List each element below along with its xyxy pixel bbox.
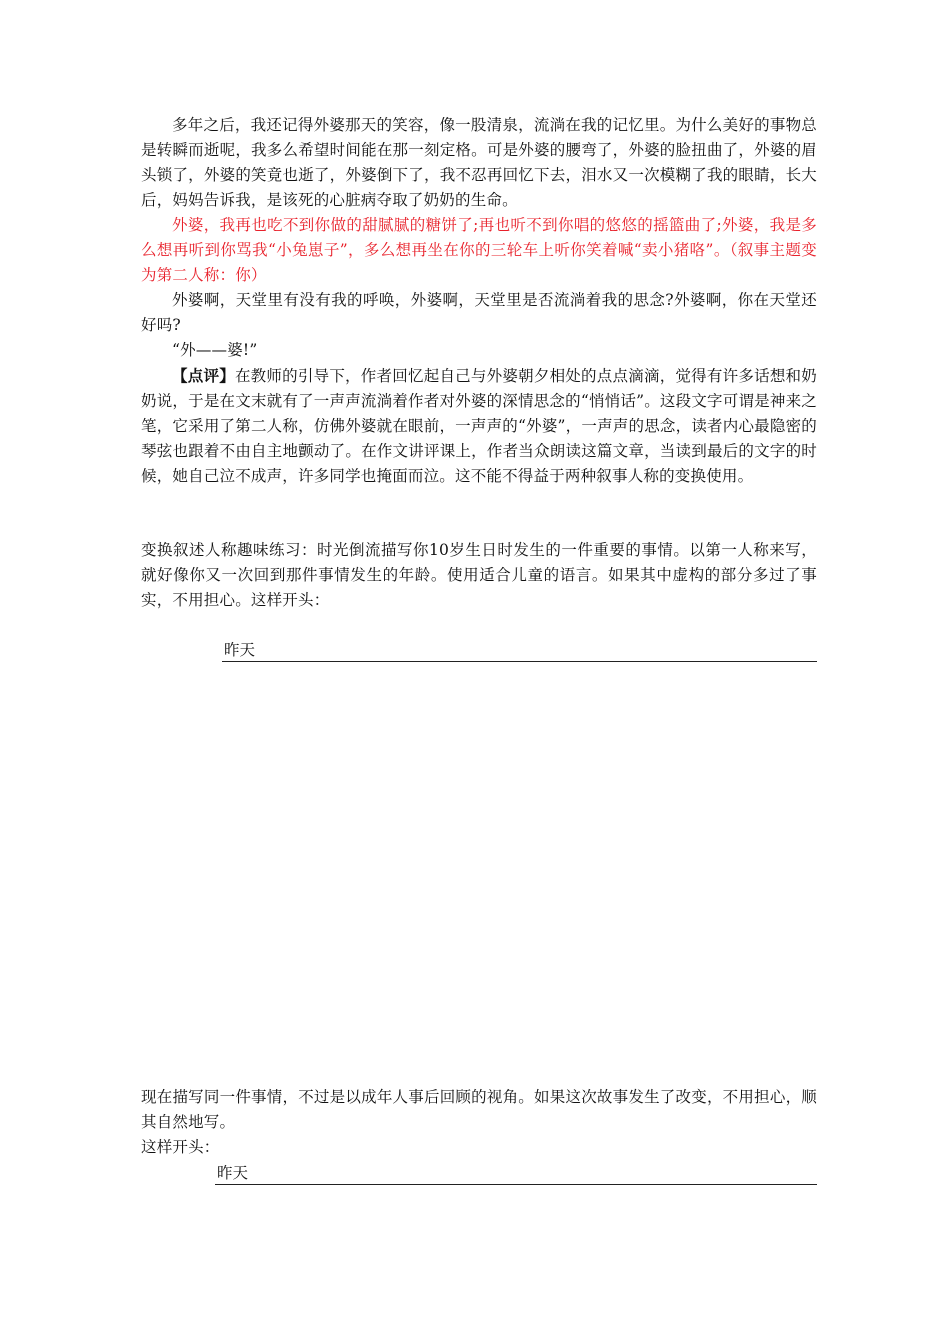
exercise-second-instruction: 现在描写同一件事情，不过是以成年人事后回顾的视角。如果这次故事发生了改变，不用担心，顺其自然地写。 bbox=[141, 1088, 817, 1131]
writing-line-start-text-2: 昨天 bbox=[217, 1164, 249, 1182]
comment-paragraph bbox=[141, 363, 817, 489]
exercise-intro: 变换叙述人称趣味练习：时光倒流描写你10岁生日时发生的一件重要的事情。以第一人称来写，就好像你又一次回到那件事情发生的年龄。使用适合儿童的语言。如果其中虚构的部分多过了事实，不用担心。这样开头： bbox=[141, 541, 817, 609]
essay-paragraph-3: 外婆啊，天堂里有没有我的呼唤，外婆啊，天堂里是否流淌着我的思念?外婆啊，你在天堂还好吗? bbox=[141, 291, 817, 334]
essay-paragraph-1: 多年之后，我还记得外婆那天的笑容，像一股清泉，流淌在我的记忆里。为什么美好的事物总是转瞬而逝呢，我多么希望时间能在那一刻定格。可是外婆的腰弯了，外婆的脸扭曲了，外婆的眉头锁了，外婆的笑竟也逝了，外婆倒下了，我不忍再回忆下去，泪水又一次模糊了我的眼睛，长大后，妈妈告诉我，是该死的心脏病夺取了奶奶的生命。 bbox=[141, 116, 817, 209]
writing-line-start-text: 昨天 bbox=[224, 641, 256, 659]
writing-line-first-person[interactable] bbox=[222, 639, 817, 662]
exercise-second-lead: 这样开头： bbox=[141, 1138, 220, 1156]
comment-body: 在教师的引导下，作者回忆起自己与外婆朝夕相处的点点滴滴，觉得有许多话想和奶奶说，于是在文末就有了一声声流淌着作者对外婆的深情思念的“悄悄话”。这段文字可谓是神来之笔，它采用了第二人称，仿佛外婆就在眼前，一声声的“外婆”，一声声的思念，读者内心最隐密的琴弦也跟着不由自主地颤动了。在作文讲评课上，作者当众朗读这篇文章，当读到最后的文字的时候，她自己泣不成声，许多同学也掩面而泣。这不能不得益于两种叙事人称的变换使用。 bbox=[141, 367, 817, 485]
writing-line-adult-view[interactable] bbox=[215, 1162, 817, 1185]
comment-tag: 【点评】 bbox=[172, 366, 235, 385]
essay-paragraph-4-call: “外——婆!” bbox=[172, 341, 258, 359]
essay-paragraph-2-second-person: 外婆，我再也吃不到你做的甜腻腻的糖饼了;再也听不到你唱的悠悠的摇篮曲了;外婆，我是多么想再听到你骂我“小兔崽子”，多么想再坐在你的三轮车上听你笑着喊“卖小猪咯”。（叙事主题变为第二人称：你） bbox=[141, 216, 817, 284]
